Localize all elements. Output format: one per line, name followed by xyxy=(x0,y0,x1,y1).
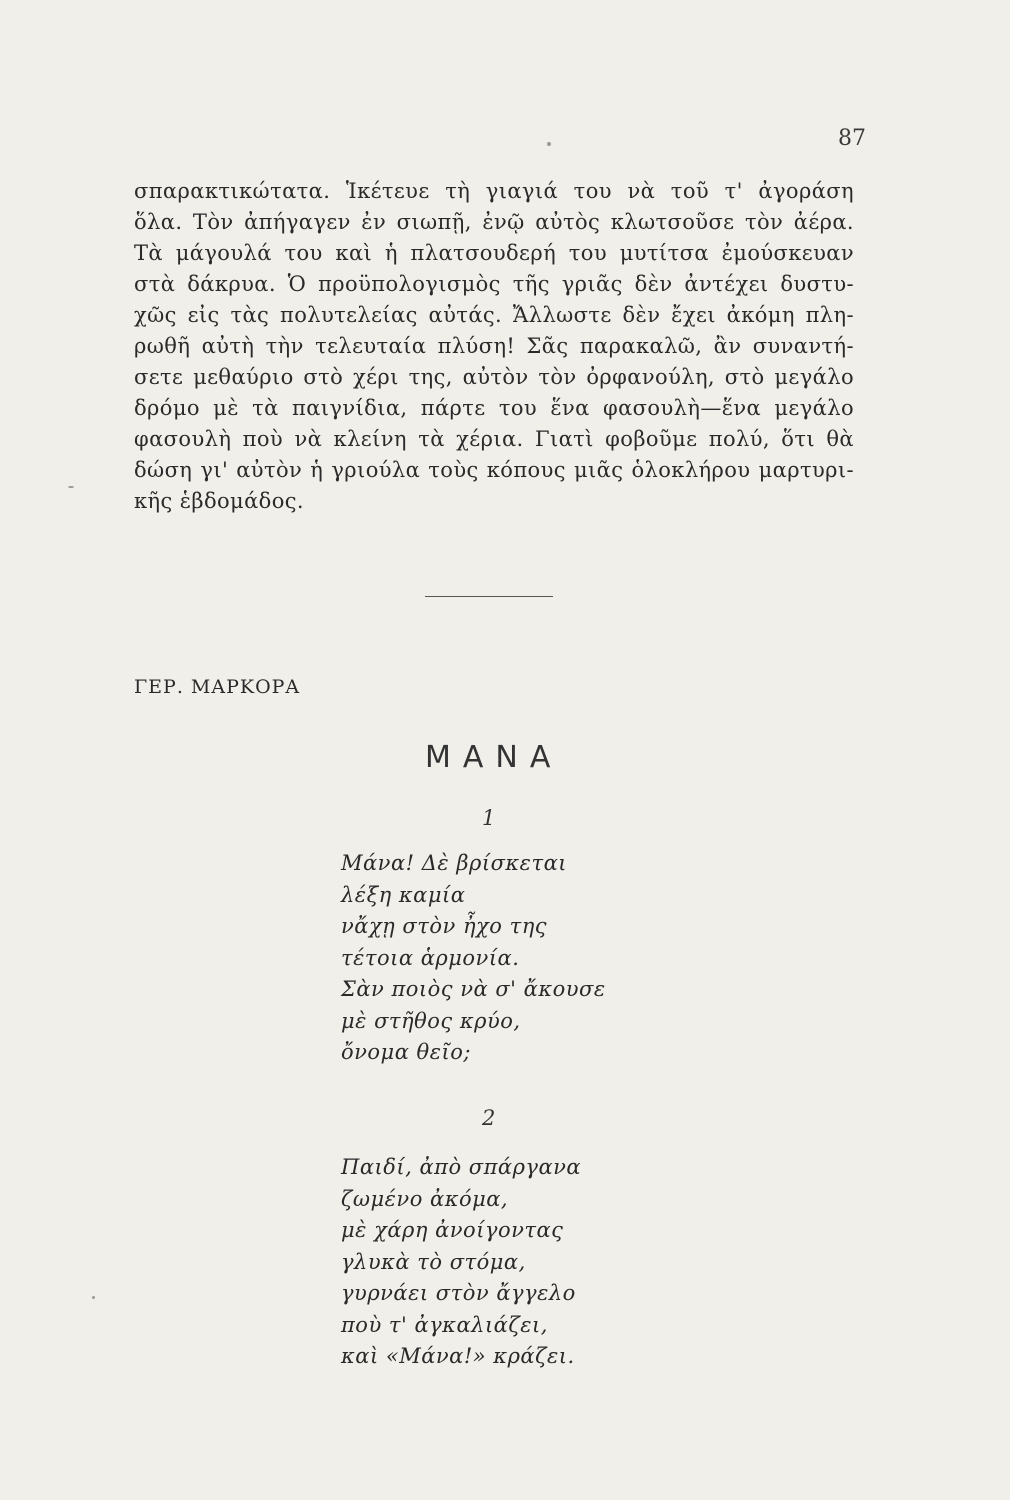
verse-line: νἄχῃ στὸν ἦχο της xyxy=(341,914,548,938)
prose-line: κῆς ἑβδομάδος. xyxy=(134,489,304,513)
prose-line: ρωθῆ αὐτὴ τὴν τελευταία πλύση! Σᾶς παρακαλῶ, ἂν συναντή- xyxy=(134,334,854,358)
paper-speck xyxy=(92,1296,95,1299)
prose-line: φασουλὴ ποὺ νὰ κλείνη τὰ χέρια. Γιατὶ φοβοῦμε πολύ, ὅτι θὰ xyxy=(134,427,854,451)
prose-line: χῶς εἰς τὰς πολυτελείας αὐτάς. Ἄλλωστε δὲν ἔχει ἀκόμη πλη- xyxy=(134,303,854,327)
paper-speck xyxy=(547,142,551,146)
verse-line: Μάνα! Δὲ βρίσκεται xyxy=(341,851,567,875)
verse-line: καὶ «Μάνα!» κράζει. xyxy=(341,1344,575,1368)
prose-line: Τὰ μάγουλά του καὶ ἡ πλατσουδερή του μυτίτσα ἐμούσκευαν xyxy=(134,241,854,265)
page-number: 87 xyxy=(838,126,866,151)
section-divider xyxy=(425,596,553,597)
verse-line: Σὰν ποιὸς νὰ σ' ἄκουσε xyxy=(341,977,606,1001)
verse-line: γλυκὰ τὸ στόμα, xyxy=(341,1249,526,1274)
verse-line: Παιδί, ἀπὸ σπάργανα xyxy=(341,1155,582,1179)
verse-line: λέξη καμία xyxy=(341,882,466,907)
prose-line: δώση γι' αὐτὸν ἡ γριούλα τοὺς κόπους μιᾶς ὁλοκλήρου μαρτυρι- xyxy=(134,458,854,482)
poem-author: ΓΕΡ. ΜΑΡΚΟΡΑ xyxy=(134,676,301,698)
verse-line: ποὺ τ' ἀγκαλιάζει, xyxy=(341,1312,548,1337)
verse-line: μὲ στῆθος κρύο, xyxy=(341,1008,521,1033)
verse-line: τέτοια ἁρμονία. xyxy=(341,945,520,970)
prose-line: ὅλα. Τὸν ἀπήγαγεν ἐν σιωπῇ, ἐνῷ αὐτὸς κλωτσοῦσε τὸν ἀέρα. xyxy=(134,210,854,234)
poem-title: ΜΑΝΑ xyxy=(425,740,563,775)
verse-line: ζωμένο ἀκόμα, xyxy=(341,1186,509,1211)
stanza xyxy=(341,1152,581,1373)
prose-line: σετε μεθαύριο στὸ χέρι της, αὐτὸν τὸν ὀρφανούλη, στὸ μεγάλο xyxy=(134,365,854,389)
paper-speck xyxy=(68,486,74,488)
verse-line: ὄνομα θεῖο; xyxy=(341,1040,471,1064)
verse-line: μὲ χάρη ἀνοίγοντας xyxy=(341,1218,564,1242)
prose-line: στὰ δάκρυα. Ὁ προϋπολογισμὸς τῆς γριᾶς δὲν ἀντέχει δυστυ- xyxy=(134,272,854,296)
prose-line: σπαρακτικώτατα. Ἱκέτευε τὴ γιαγιά του νὰ τοῦ τ' ἀγοράση xyxy=(134,179,854,203)
prose-line: δρόμο μὲ τὰ παιγνίδια, πάρτε του ἕνα φασουλὴ—ἕνα μεγάλο xyxy=(134,396,854,420)
stanza-number: 1 xyxy=(482,806,496,830)
verse-line: γυρνάει στὸν ἄγγελο xyxy=(341,1281,576,1305)
prose-paragraph xyxy=(134,176,854,517)
stanza-number: 2 xyxy=(482,1106,496,1130)
stanza xyxy=(341,848,606,1069)
